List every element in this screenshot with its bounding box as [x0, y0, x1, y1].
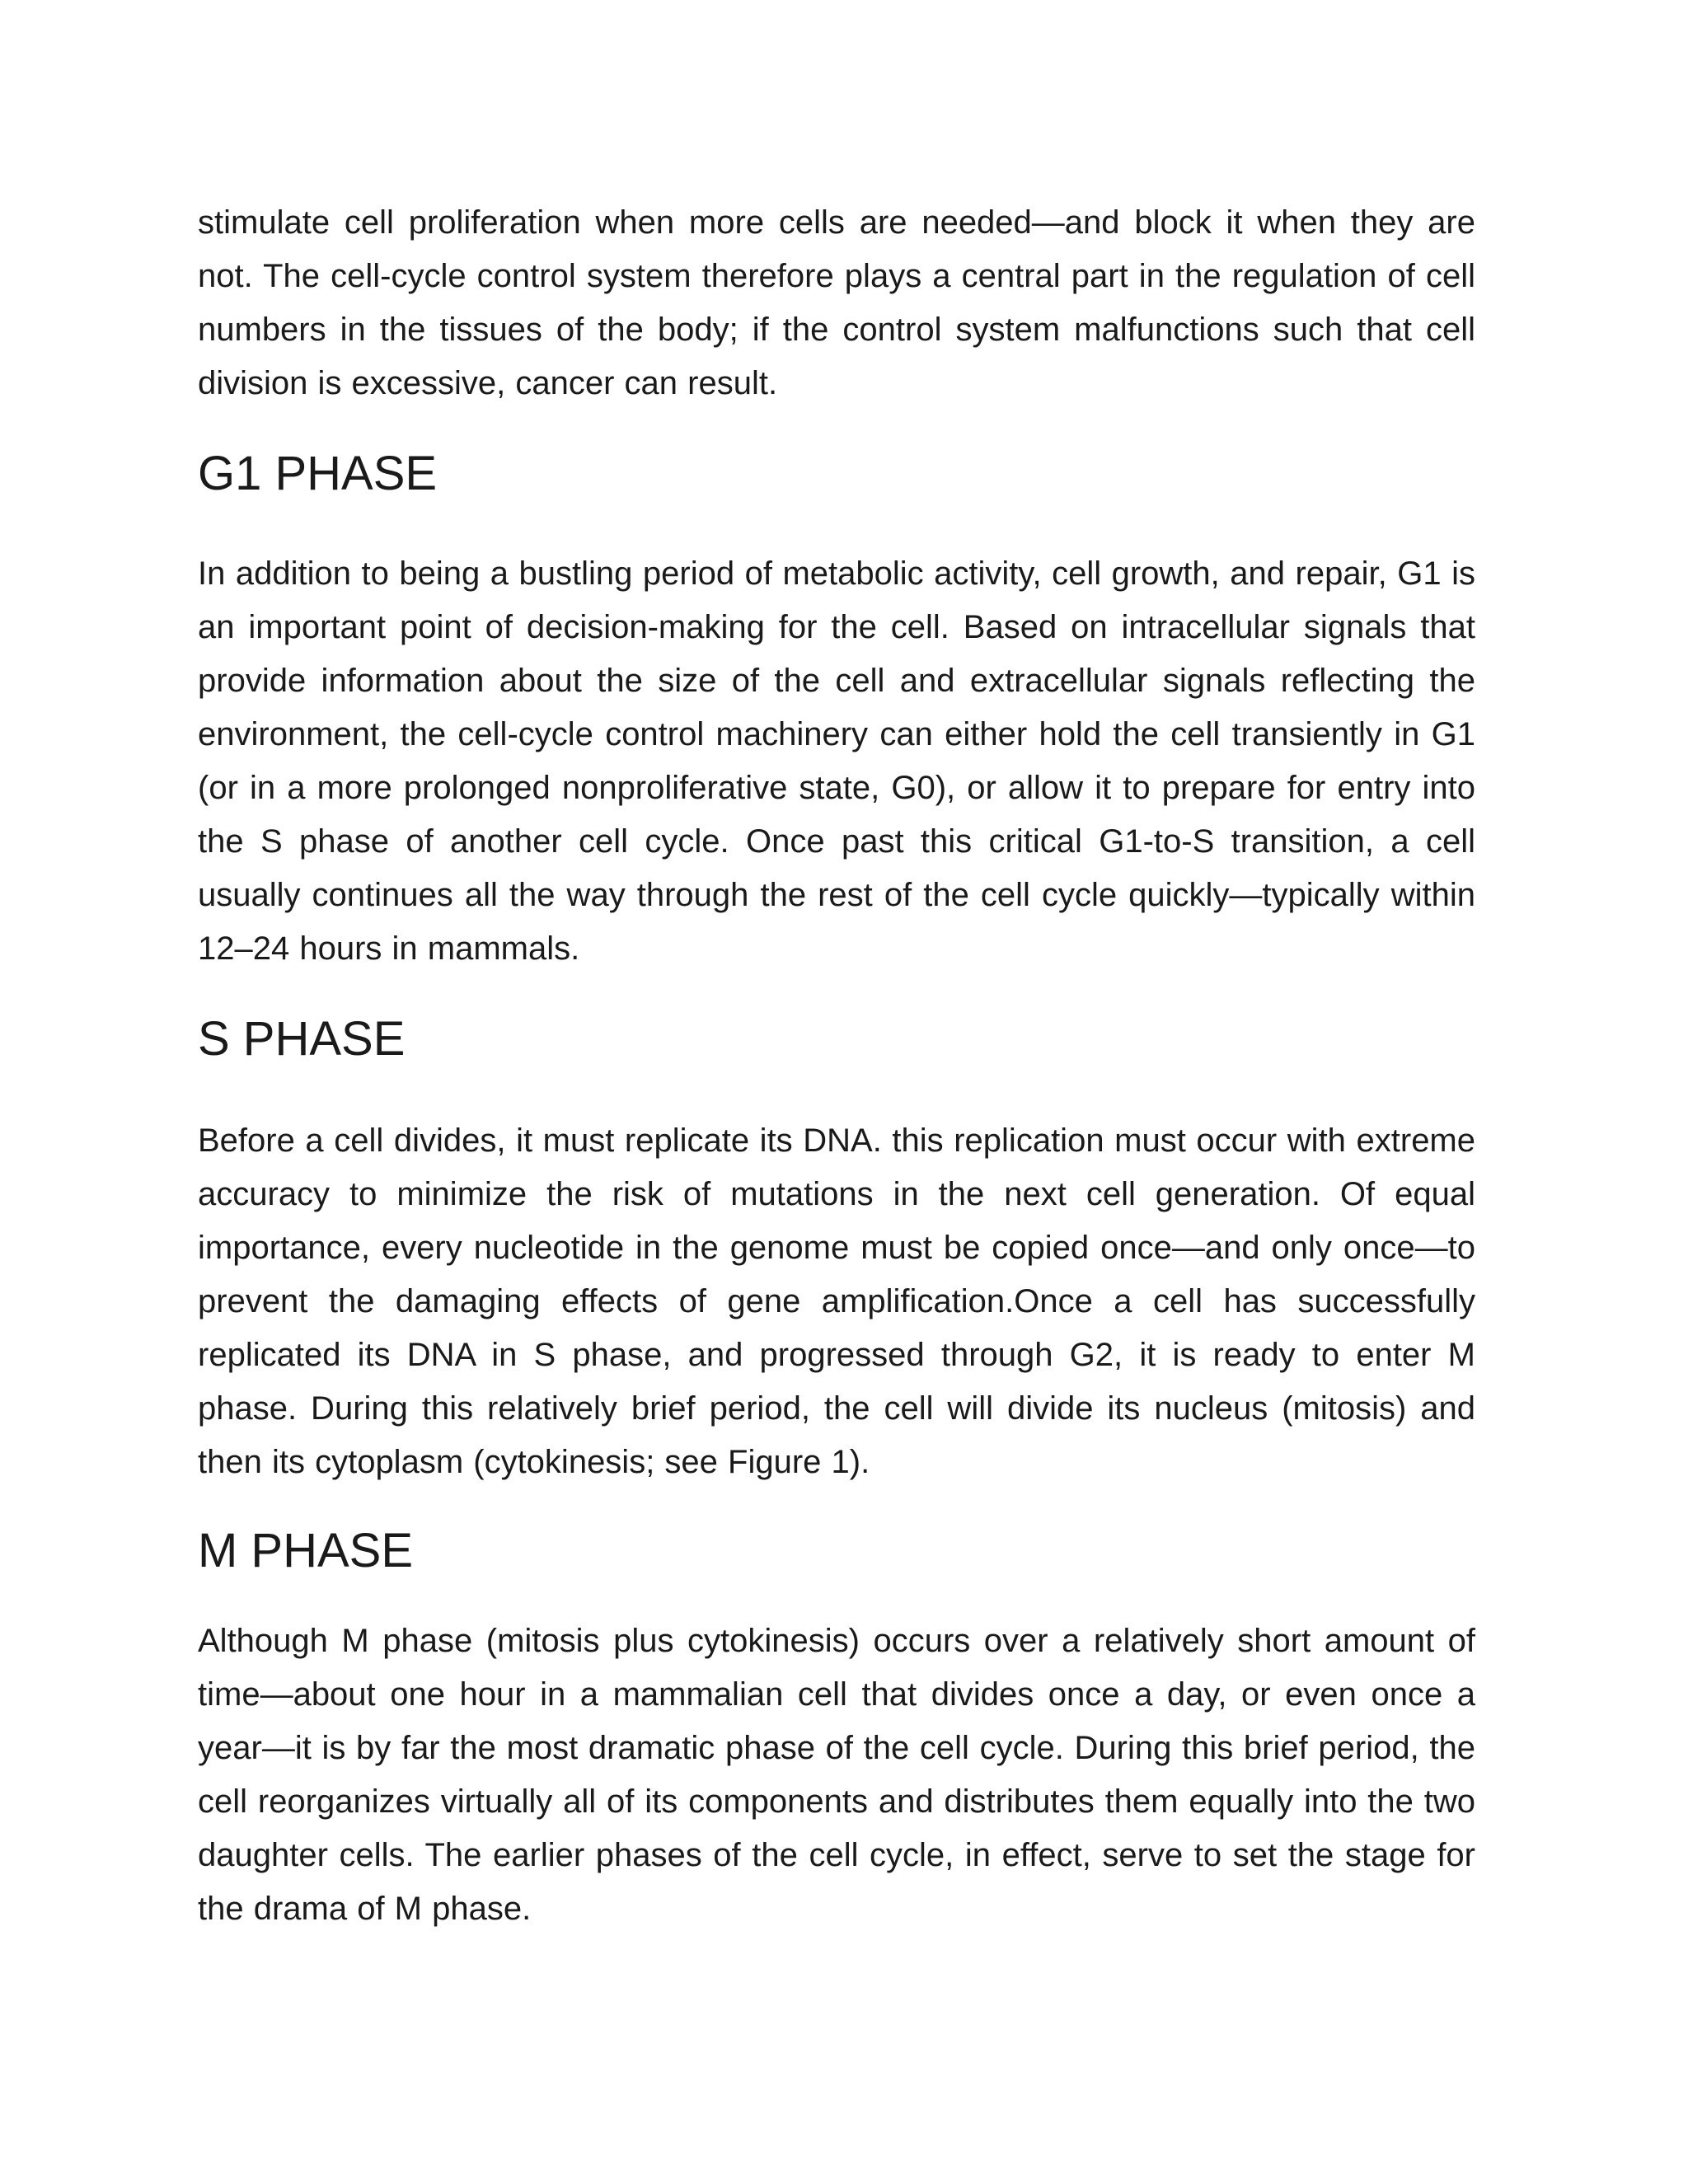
- section-paragraph-g1-phase: In addition to being a bustling period of metabolic activity, cell growth, and repair, G1 is an important point of decision-making for the cell. Based on intracellular signals that provide information about the size of the cell and extracellular signals reflecting the environment, the cell-cycle control machinery can either hold the cell transiently in G1 (or in a more prolonged nonproliferative state, G0), or allow it to prepare for entry into the S phase of another cell cycle. Once past this critical G1-to-S transition, a cell usually continues all the way through the rest of the cell cycle quickly—typically within 12–24 hours in mammals.: [198, 555, 1475, 967]
- section-paragraph-s-phase: Before a cell divides, it must replicate its DNA. this replication must occur with extreme accuracy to minimize the risk of mutations in the next cell generation. Of equal importance, every nucleotide in the genome must be copied once—and only once—to prevent the damaging effects of gene amplification.Once a cell has successfully replicated its DNA in S phase, and progressed through G2, it is ready to enter M phase. During this relatively brief period, the cell will divide its nucleus (mitosis) and then its cytoplasm (cytokinesis; see Figure 1).: [198, 1122, 1475, 1480]
- section-heading-m-phase: M PHASE: [198, 1524, 414, 1577]
- intro-paragraph: stimulate cell proliferation when more cells are needed—and block it when they are not. The cell-cycle control system therefore plays a central part in the regulation of cell numbers in the tissues of the body; if the control system malfunctions such that cell division is excessive, cancer can result.: [198, 204, 1475, 401]
- section-heading-s-phase: S PHASE: [198, 1012, 406, 1066]
- document-body: [198, 196, 1475, 1936]
- section-paragraph-m-phase: Although M phase (mitosis plus cytokinesis) occurs over a relatively short amount of time—about one hour in a mammalian cell that divides once a day, or even once a year—it is by far the most dramatic phase of the cell cycle. During this brief period, the cell reorganizes virtually all of its components and distributes them equally into the two daughter cells. The earlier phases of the cell cycle, in effect, serve to set the stage for the drama of M phase.: [198, 1623, 1475, 1927]
- section-heading-g1-phase: G1 PHASE: [198, 447, 438, 500]
